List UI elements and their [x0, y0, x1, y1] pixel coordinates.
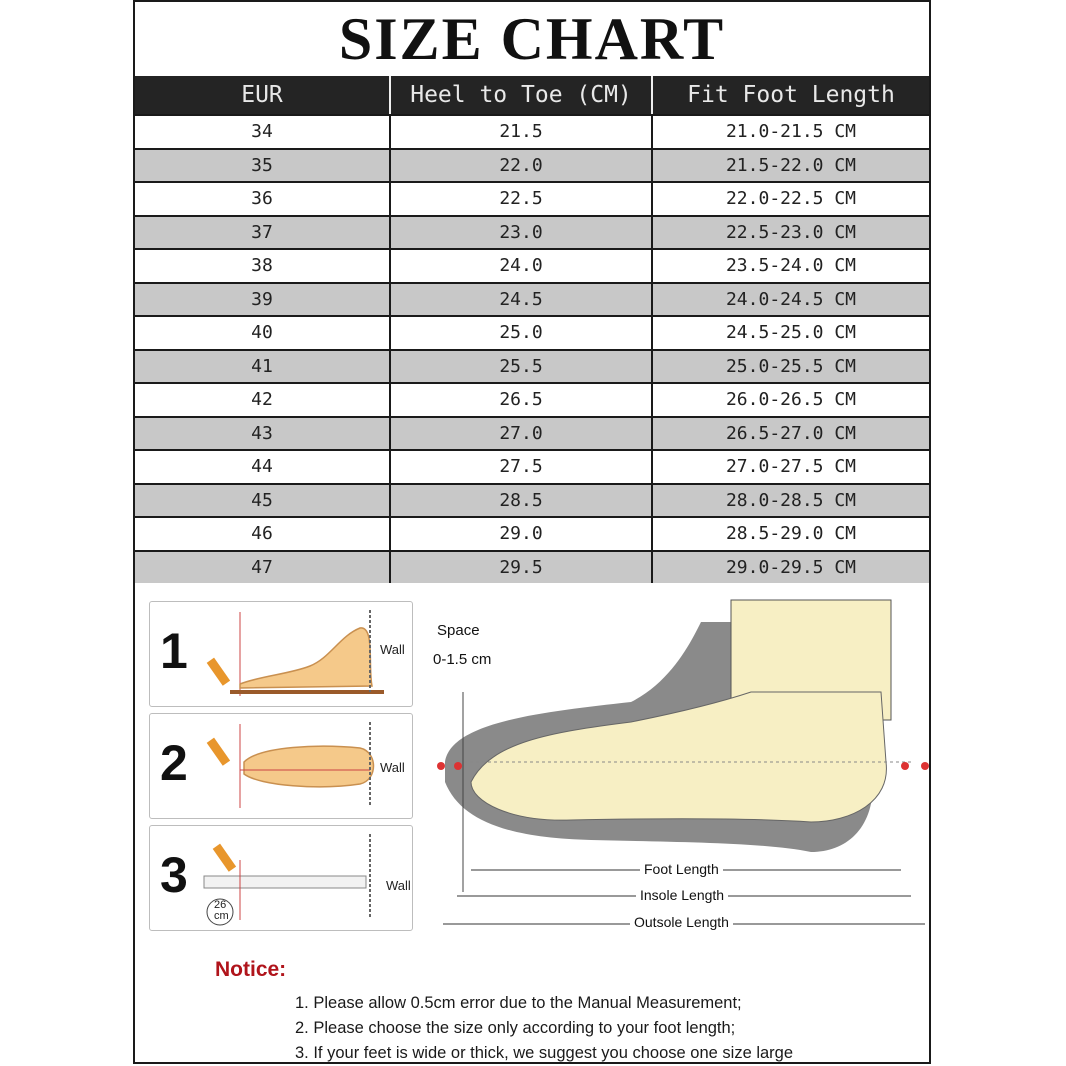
cell-eur: 43 — [135, 418, 391, 450]
cell-eur: 45 — [135, 485, 391, 517]
cell-heel-to-toe: 24.0 — [391, 250, 653, 282]
header-heel-to-toe: Heel to Toe (CM) — [391, 76, 653, 114]
cell-fit-foot-length: 29.0-29.5 CM — [725, 556, 857, 578]
wall-label: Wall — [386, 878, 411, 893]
table-row — [135, 416, 929, 450]
cell-heel-to-toe: 29.5 — [391, 552, 653, 584]
insole-length-label: Insole Length — [636, 887, 728, 903]
cell-heel-to-toe: 24.5 — [391, 284, 653, 316]
step-number: 1 — [160, 623, 188, 679]
table-row — [135, 114, 929, 148]
cell-heel-to-toe: 26.5 — [391, 384, 653, 416]
table-row — [135, 181, 929, 215]
cell-fit-foot-length: 24.0-24.5 CM — [725, 288, 857, 310]
cell-fit-foot-length: 21.5-22.0 CM — [725, 154, 857, 176]
cell-fit-foot-length: 26.0-26.5 CM — [725, 389, 857, 411]
size-chart-frame — [133, 0, 931, 1064]
cell-fit-foot-length: 22.0-22.5 CM — [725, 188, 857, 210]
space-value: 0-1.5 cm — [433, 651, 492, 668]
table-body — [135, 114, 929, 583]
notice-item-2: 2. Please choose the size only according to your foot length; — [295, 1019, 736, 1037]
header-eur: EUR — [135, 76, 391, 114]
table-row — [135, 148, 929, 182]
cell-eur: 35 — [135, 150, 391, 182]
cell-eur: 47 — [135, 552, 391, 584]
table-row — [135, 215, 929, 249]
notice-item-1: 1. Please allow 0.5cm error due to the Manual Measurement; — [295, 994, 742, 1012]
cell-heel-to-toe: 25.0 — [391, 317, 653, 349]
step-number: 3 — [160, 847, 188, 903]
table-row — [135, 282, 929, 316]
step-3-panel — [149, 825, 413, 931]
outsole-length-label: Outsole Length — [630, 914, 733, 930]
cell-eur: 41 — [135, 351, 391, 383]
measurement-illustration — [135, 582, 929, 962]
cell-eur: 40 — [135, 317, 391, 349]
table-row — [135, 483, 929, 517]
table-row — [135, 516, 929, 550]
cell-heel-to-toe: 29.0 — [391, 518, 653, 550]
foot-side-icon — [200, 606, 410, 702]
table-row — [135, 550, 929, 584]
cell-eur: 44 — [135, 451, 391, 483]
ruler-unit: cm — [214, 910, 229, 922]
cell-fit-foot-length: 25.0-25.5 CM — [725, 355, 857, 377]
space-label: Space — [437, 622, 480, 639]
cell-heel-to-toe: 22.0 — [391, 150, 653, 182]
cell-eur: 37 — [135, 217, 391, 249]
table-row — [135, 382, 929, 416]
step-number: 2 — [160, 735, 188, 791]
cell-fit-foot-length: 22.5-23.0 CM — [725, 221, 857, 243]
cell-fit-foot-length: 23.5-24.0 CM — [725, 255, 857, 277]
cell-eur: 34 — [135, 116, 391, 148]
wall-label: Wall — [380, 760, 405, 775]
cell-heel-to-toe: 28.5 — [391, 485, 653, 517]
cell-heel-to-toe: 22.5 — [391, 183, 653, 215]
table-row — [135, 315, 929, 349]
cell-eur: 36 — [135, 183, 391, 215]
cell-heel-to-toe: 23.0 — [391, 217, 653, 249]
ruler-value: 26 — [214, 899, 227, 911]
cell-heel-to-toe: 25.5 — [391, 351, 653, 383]
size-table — [135, 76, 929, 583]
cell-fit-foot-length: 28.5-29.0 CM — [725, 523, 857, 545]
step-2-panel — [149, 713, 413, 819]
table-row — [135, 349, 929, 383]
cell-fit-foot-length: 27.0-27.5 CM — [725, 456, 857, 478]
cell-heel-to-toe: 21.5 — [391, 116, 653, 148]
table-row — [135, 248, 929, 282]
table-row — [135, 449, 929, 483]
foot-length-label: Foot Length — [640, 861, 723, 877]
cell-eur: 46 — [135, 518, 391, 550]
cell-fit-foot-length: 26.5-27.0 CM — [725, 422, 857, 444]
cell-heel-to-toe: 27.0 — [391, 418, 653, 450]
page-title: SIZE CHART — [338, 5, 726, 72]
cell-eur: 42 — [135, 384, 391, 416]
table-header — [135, 76, 929, 114]
cell-eur: 39 — [135, 284, 391, 316]
wall-label: Wall — [380, 642, 405, 657]
cell-heel-to-toe: 27.5 — [391, 451, 653, 483]
cell-fit-foot-length: 21.0-21.5 CM — [725, 121, 857, 143]
notice-title: Notice: — [215, 958, 287, 981]
cell-fit-foot-length: 24.5-25.0 CM — [725, 322, 857, 344]
notice-item-3: 3. If your feet is wide or thick, we suggest you choose one size large — [295, 1044, 794, 1062]
cell-fit-foot-length: 28.0-28.5 CM — [725, 489, 857, 511]
step-1-panel — [149, 601, 413, 707]
ruler-icon — [200, 830, 410, 926]
header-fit-foot-length: Fit Foot Length — [687, 82, 895, 108]
cell-eur: 38 — [135, 250, 391, 282]
foot-top-icon — [200, 718, 410, 814]
